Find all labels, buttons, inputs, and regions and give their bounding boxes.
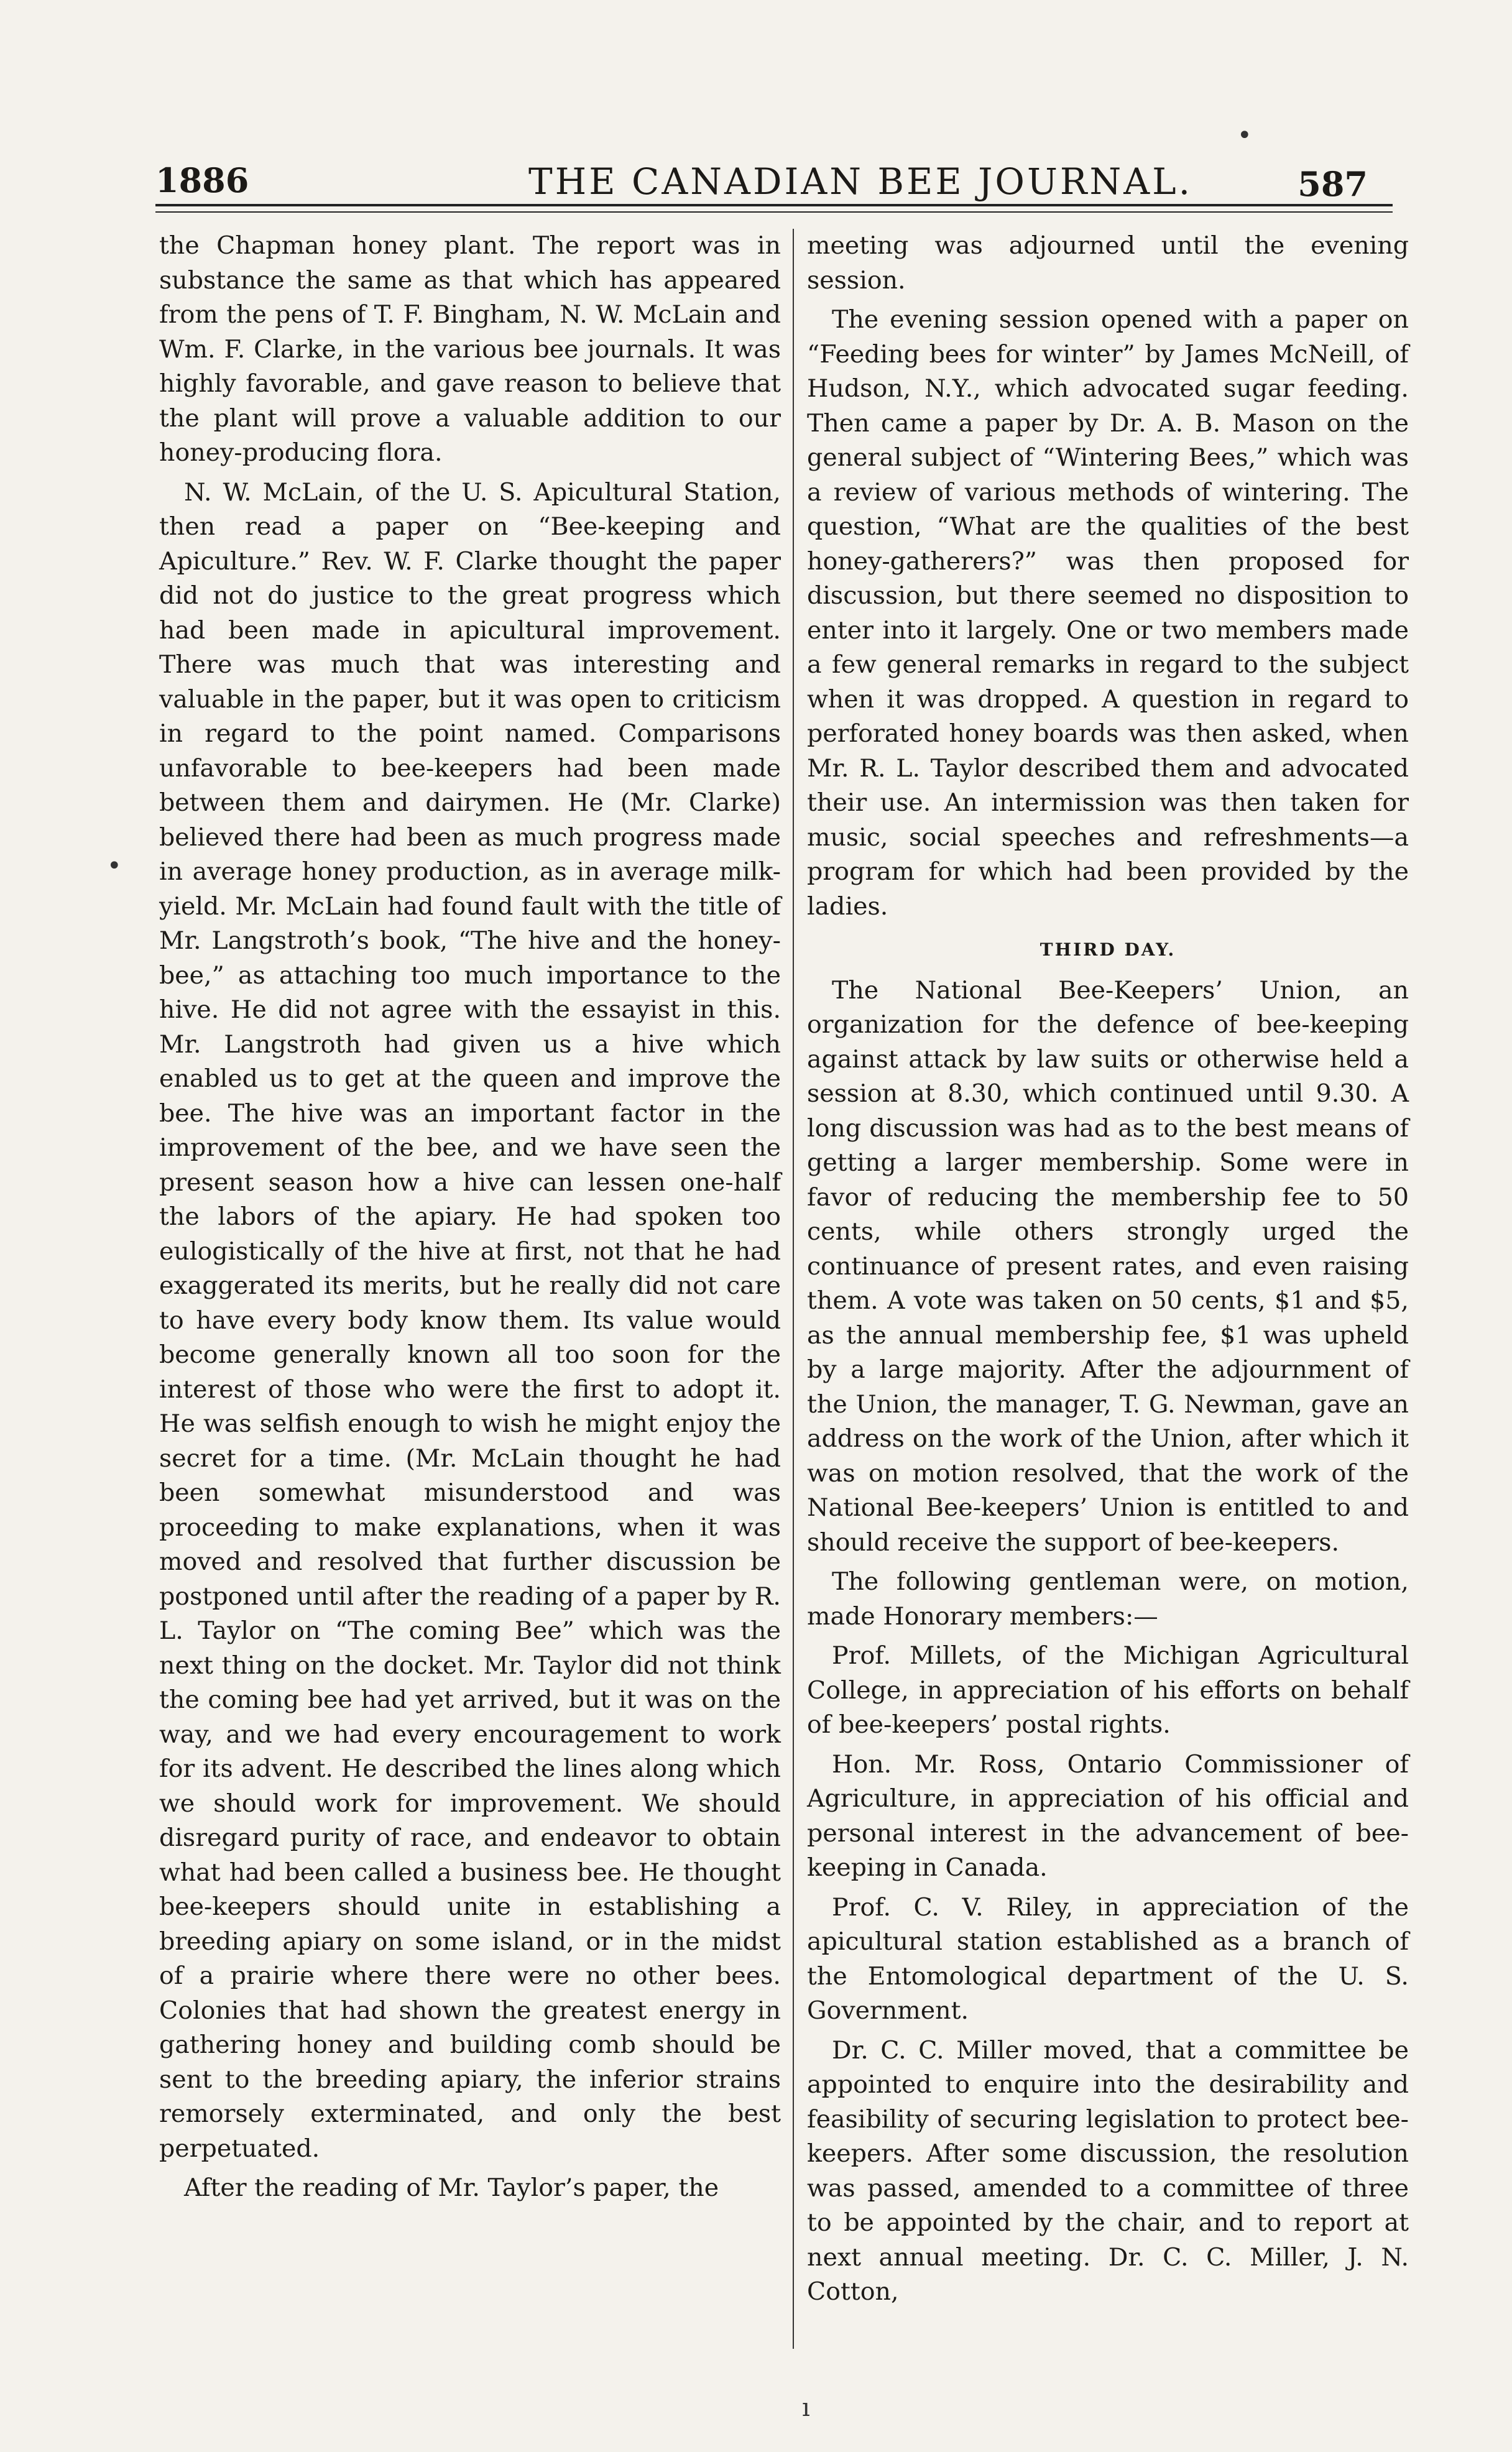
print-speck: • — [107, 852, 122, 880]
paragraph: After the reading of Mr. Taylor’s paper, the — [184, 2173, 719, 2202]
paragraph: Prof. Millets, of the Michigan Agricultural College, in appreciation of his efforts on behalf of bee-keepers’ postal rights. — [807, 1641, 1409, 1739]
paragraph: Dr. C. C. Miller moved, that a committee be appointed to enquire into the desirability and feasibility of securing legislation to protect bee-keepers. After some discussion, the resolution was passed, amended to a committee of three to be appointed by the chair, and to report at next annual meeting. Dr. C. C. Miller, J. N. Cotton, — [807, 2035, 1409, 2306]
paragraph: The following gentleman were, on motion, made Honorary members:— — [807, 1567, 1409, 1631]
paragraph: The evening session opened with a paper on “Feeding bees for winter” by James McNeill, of Hudson, N.Y., which advocated sugar feeding. Then came a paper by Dr. A. B. Mason on the general subject of “Wintering Bees,” which was a review of various methods of wintering. The question, “What are the qualities of the best honey-gatherers?” was then proposed for discussion, but there seemed no disposition to enter into it largely. One or two members made a few general remarks in regard to the subject when it was dropped. A question in regard to perforated honey boards was then asked, when Mr. R. L. Taylor described them and advocated their use. An intermission was then taken for music, social speeches and refreshments—a program for which had been provided by the ladies. — [807, 305, 1409, 921]
header-rule — [155, 204, 1393, 206]
paragraph: the Chapman honey plant. The report was in substance the same as that which has appeared from the pens of T. F. Bingham, N. W. McLain and Wm. F. Clarke, in the various bee journals. It was highly favorable, and gave reason to believe that the plant will prove a valuable addition to our honey-producing flora. — [159, 231, 781, 467]
page-header — [155, 160, 1368, 210]
column-divider — [793, 229, 794, 2349]
journal-title: THE CANADIAN BEE JOURNAL. — [528, 160, 1193, 203]
section-heading: THIRD DAY. — [1040, 939, 1176, 960]
header-year: 1886 — [155, 160, 249, 200]
paragraph: Hon. Mr. Ross, Ontario Commissioner of Agriculture, in appreciation of his official and personal interest in the advancement of bee-keeping in Canada. — [807, 1749, 1409, 1882]
print-speck: ı — [802, 2394, 810, 2422]
paragraph: Prof. C. V. Riley, in appreciation of the apicultural station established as a branch of the Entomological department of the U. S. Government. — [807, 1892, 1409, 2025]
paragraph: N. W. McLain, of the U. S. Apicultural Station, then read a paper on “Bee-keeping and Apiculture.” Rev. W. F. Clarke thought the paper did not do justice to the great progress which had been made in apicultural improvement. There was much that was interesting and valuable in the paper, but it was open to criticism in regard to the point named. Comparisons unfavorable to bee-keepers had been made between them and dairymen. He (Mr. Clarke) believed there had been as much progress made in average honey production, as in average milk-yield. Mr. McLain had found fault with the title of Mr. Langstroth’s book, “The hive and the honey-bee,” as attaching too much importance to the hive. He did not agree with the essayist in this. Mr. Langstroth had given us a hive which enabled us to get at the queen and improve the bee. The hive was an important factor in the improvement of the bee, and we have seen the present season how a hive can lessen one-half the labors of the apiary. He had spoken too eulogistically of the hive at first, not that he had exaggerated its merits, but he really did not care to have every body know them. Its value would become generally known all too soon for the interest of those who were the first to adopt it. He was selfish enough to wish he might enjoy the secret for a time. (Mr. McLain thought he had been somewhat misunderstood and was proceeding to make explanations, when it was moved and resolved that further discussion be postponed until after the reading of a paper by R. L. Taylor on “The coming Bee” which was the next thing on the docket. Mr. Taylor did not think the coming bee had yet arrived, but it was on the way, and we had every encouragement to work for its advent. He described the lines along which we should work for improvement. We should disregard purity of race, and endeavor to obtain what had been called a business bee. He thought bee-keepers should unite in establishing a breeding apiary on some island, or in the midst of a prairie where there were no other bees. Colonies that had shown the greatest energy in gathering honey and building comb should be sent to the breeding apiary, the inferior strains remorsely exterminated, and only the best perpetuated. — [159, 477, 781, 2163]
header-rule-thin — [155, 211, 1393, 213]
left-column — [159, 229, 781, 2211]
page-number: 587 — [1298, 164, 1368, 204]
paragraph: The National Bee-Keepers’ Union, an organization for the defence of bee-keeping against attack by law suits or otherwise held a session at 8.30, which continued until 9.30. A long discussion was had as to the best means of getting a larger membership. Some were in favor of reducing the membership fee to 50 cents, while others strongly urged the continuance of present rates, and even raising them. A vote was taken on 50 cents, $1 and $5, as the annual membership fee, $1 was upheld by a large majority. After the adjournment of the Union, the manager, T. G. Newman, gave an address on the work of the Union, after which it was on motion resolved, that the work of the National Bee-keepers’ Union is entitled to and should receive the support of bee-keepers. — [807, 975, 1409, 1557]
right-column — [807, 229, 1409, 2315]
print-speck: • — [1237, 121, 1252, 150]
paragraph: meeting was adjourned until the evening session. — [807, 231, 1409, 295]
